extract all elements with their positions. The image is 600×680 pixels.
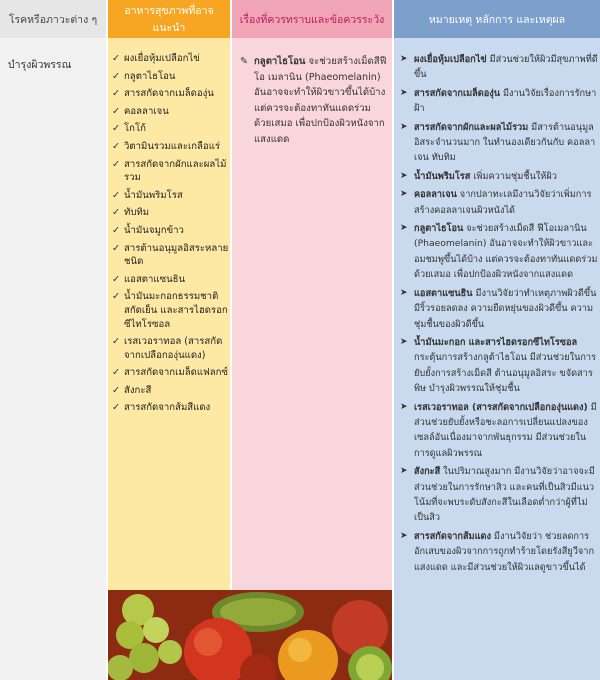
check-icon: ✓ [112,242,121,254]
food-item-label: สังกะสี [124,384,152,396]
food-item [112,206,230,220]
food-item-label: แอสตาแซนธิน [124,273,186,285]
note-term: สารสกัดจากเมล็ดองุ่น [414,87,501,99]
food-item [112,384,230,398]
note-term: น้ำมันพริมโรส [414,170,471,182]
food-list [112,52,230,419]
note-description: มีงานวิจัยว่า ช่วยลดการอักเสบของผิวจากการถูกทำร้ายโดยรังสียูวีจากแสงแดด และมีส่วนช่วยให้ผิวแลดูขาวขึ้นได้ [414,530,595,573]
note-item [400,221,598,283]
food-item [112,366,230,380]
food-item-label: ทับทิม [124,207,150,219]
condition-label: บำรุงผิวพรรณ [8,59,72,71]
check-icon: ✓ [112,207,121,219]
check-icon: ✓ [112,402,121,414]
note-description: มีส่วนช่วยยับยั้งหรือชะลอการเปลี่ยนแปลงของเซลล์อันเนื่องมาจากพันธุกรรม มีส่วนช่วยในการดูแลผิวพรรณ [414,401,597,459]
check-icon: ✓ [112,224,121,236]
condition-column [0,0,106,680]
food-item-label: โกโก้ [124,123,146,135]
note-term: น้ำมันมะกอก และสารไฮดรอกซีไทโรซอล [414,336,578,348]
note-text [414,221,598,283]
note-text [414,286,598,332]
check-icon: ✓ [112,70,121,82]
note-item [400,120,598,166]
check-icon: ✓ [112,291,121,303]
notes-list [400,52,598,578]
note-text [414,52,598,83]
check-icon: ✓ [112,105,121,117]
fruit-photo [108,590,392,680]
note-description: ในปริมาณสูงมาก มีงานวิจัยว่าอาจจะมีส่วนช่วยในการรักษาสิว และคนที่เป็นสิวมีแนวโน้มที่จะพบระดับสังกะสีในเลือดต่ำกว่าผู้ที่ไม่เป็นสิว [414,466,595,524]
note-term: คอลลาเจน [414,189,457,201]
note-item [400,187,598,218]
arrow-bullet-icon: ➤ [400,189,408,200]
note-text [414,86,598,117]
note-term: กลูตาไธโอน [414,223,464,235]
food-item-label: เรสเวอราทอล (สารสกัดจากเปลือกองุ่นแดง) [124,336,223,361]
warning-bold: กลูตาไธโอน [254,56,306,67]
food-item [112,401,230,415]
note-description: มีสารต้านอนุมูลอิสระจำนวนมาก ในทำนองเดียวกันกับ คอลลาเจน ทับทิม [414,121,596,164]
check-icon: ✓ [112,123,121,135]
arrow-bullet-icon: ➤ [400,87,408,98]
note-text [414,335,598,397]
note-item [400,529,598,575]
food-item [112,290,230,331]
note-item [400,286,598,332]
arrow-bullet-icon: ➤ [400,170,408,181]
check-icon: ✓ [112,88,121,100]
arrow-bullet-icon: ➤ [400,530,408,541]
arrow-bullet-icon: ➤ [400,223,408,234]
note-text [414,120,598,166]
note-item [400,464,598,526]
arrow-bullet-icon: ➤ [400,401,408,412]
food-item-label: กลูตาไธโอน [124,70,176,82]
header-warnings: เรื่องที่ควรทราบและข้อควรระวัง [232,0,392,38]
note-text [414,464,598,526]
food-item-label: ผงเยื่อหุ้มเปลือกไข่ [124,53,200,64]
food-item-label: น้ำมันมะกอกธรรมชาติสกัดเย็น และสารไฮดรอกซีไทโรซอล [124,291,228,330]
note-text [414,169,557,184]
note-description: จะช่วยสร้างเม็ดสี ฟีโอเมลานิน (Phaeomelanin) อันอาจจะทำให้ผิวขาวและอมชมพูขึ้นได้บ้าง แต่ควรจะต้องทาทันแดดร่วมด้วยเสมอ เพื่อปกป้องผิวหนังจากแสงแดด [414,223,598,281]
arrow-bullet-icon: ➤ [400,466,408,477]
food-item-label: สารสกัดจากส้มสีแดง [124,402,211,414]
note-item [400,169,598,184]
food-item [112,140,230,154]
check-icon: ✓ [112,367,121,379]
note-term: สังกะสี [414,466,441,478]
food-item [112,189,230,203]
food-item [112,242,230,269]
food-item-label: น้ำมันจมูกข้าว [124,224,184,236]
food-item-label: สารสกัดจากเมล็ดองุ่น [124,88,214,100]
note-text [414,187,598,218]
note-term: สารสกัดจากส้มแดง [414,530,491,542]
note-term: สารสกัดจากผักและผลไม้รวม [414,121,529,133]
note-item [400,400,598,462]
note-description: กระตุ้นการสร้างกลูต้าไธโอน มีส่วนช่วยในการยับยั้งการสร้างเม็ดสี ต้านอนุมูลอิสระ ขจัดสารพิษ บำรุงผิวพรรณให้ชุ่มชื้น [414,352,597,395]
note-text [414,529,598,575]
note-description: มีงานวิจัยว่าทำเหตุภาพผิวดีขึ้น มีริ้วรอยลดลง ความยืดหยุ่นของผิวดีขึ้น ความชุ่มชื้นของผิวดีขึ้น [414,287,597,330]
check-icon: ✓ [112,53,121,64]
food-item-label: น้ำมันพริมโรส [124,189,183,201]
food-item-label: วิตามินรวมและเกลือแร่ [124,140,221,152]
note-term: เรสเวอราทอล (สารสกัดจากเปลือกองุ่นแดง) [414,401,588,413]
food-item [112,224,230,238]
food-item [112,70,230,84]
food-item-label: คอลลาเจน [124,105,169,117]
arrow-bullet-icon: ➤ [400,121,408,132]
note-item [400,52,598,83]
check-icon: ✓ [112,158,121,170]
check-icon: ✓ [112,140,121,152]
arrow-bullet-icon: ➤ [400,336,408,347]
warning-note [240,54,388,147]
food-item [112,158,230,185]
note-item [400,86,598,117]
food-item [112,122,230,136]
note-description: มีงานวิจัยเรื่องการรักษาฝ้า [414,87,597,115]
header-condition: โรคหรือภาวะต่าง ๆ [0,0,106,38]
food-item [112,52,230,66]
header-notes: หมายเหตุ หลักการ และเหตุผล [394,0,600,38]
food-item [112,335,230,362]
fruit-illustration [108,590,392,680]
note-description: จากปลาทะเลมีงานวิจัยว่าเพิ่มการสร้างคอลลาเจนผิวหนังได้ [414,189,592,216]
pencil-icon: ✎ [240,56,249,67]
food-item [112,105,230,119]
warning-text: จะช่วยสร้างเม็ดสีฟีโอ เมลานิน (Phaeomelanin) อันอาจจะทำให้ผิวขาวขึ้นได้บ้าง แต่ควรจะต้องทาทันแดดร่วมด้วยเสมอ เพื่อปกป้องผิวหนังจากแสงแดด [254,56,387,145]
note-text [414,400,598,462]
food-item [112,87,230,101]
food-item-label: สารสกัดจากเมล็ดแฟลกซ์ [124,367,228,379]
food-item-label: สารสกัดจากผักและผลไม้รวม [124,158,227,184]
food-item-label: สารต้านอนุมูลอิสระหลายชนิด [124,242,229,268]
note-term: ผงเยื่อหุ้มเปลือกไข่ [414,54,487,65]
note-description: มีส่วนช่วยให้ผิวมีสุขภาพที่ดีขึ้น [414,54,598,81]
check-icon: ✓ [112,336,121,348]
note-term: แอสตาแซนธิน [414,287,473,299]
note-item [400,335,598,397]
check-icon: ✓ [112,189,121,201]
arrow-bullet-icon: ➤ [400,54,408,64]
check-icon: ✓ [112,384,121,396]
check-icon: ✓ [112,273,121,285]
header-foods: อาหารสุขภาพที่อาจแนะนำ [108,0,230,38]
arrow-bullet-icon: ➤ [400,287,408,298]
note-description: เพิ่มความชุ่มชื้นให้ผิว [470,170,557,182]
food-item [112,273,230,287]
